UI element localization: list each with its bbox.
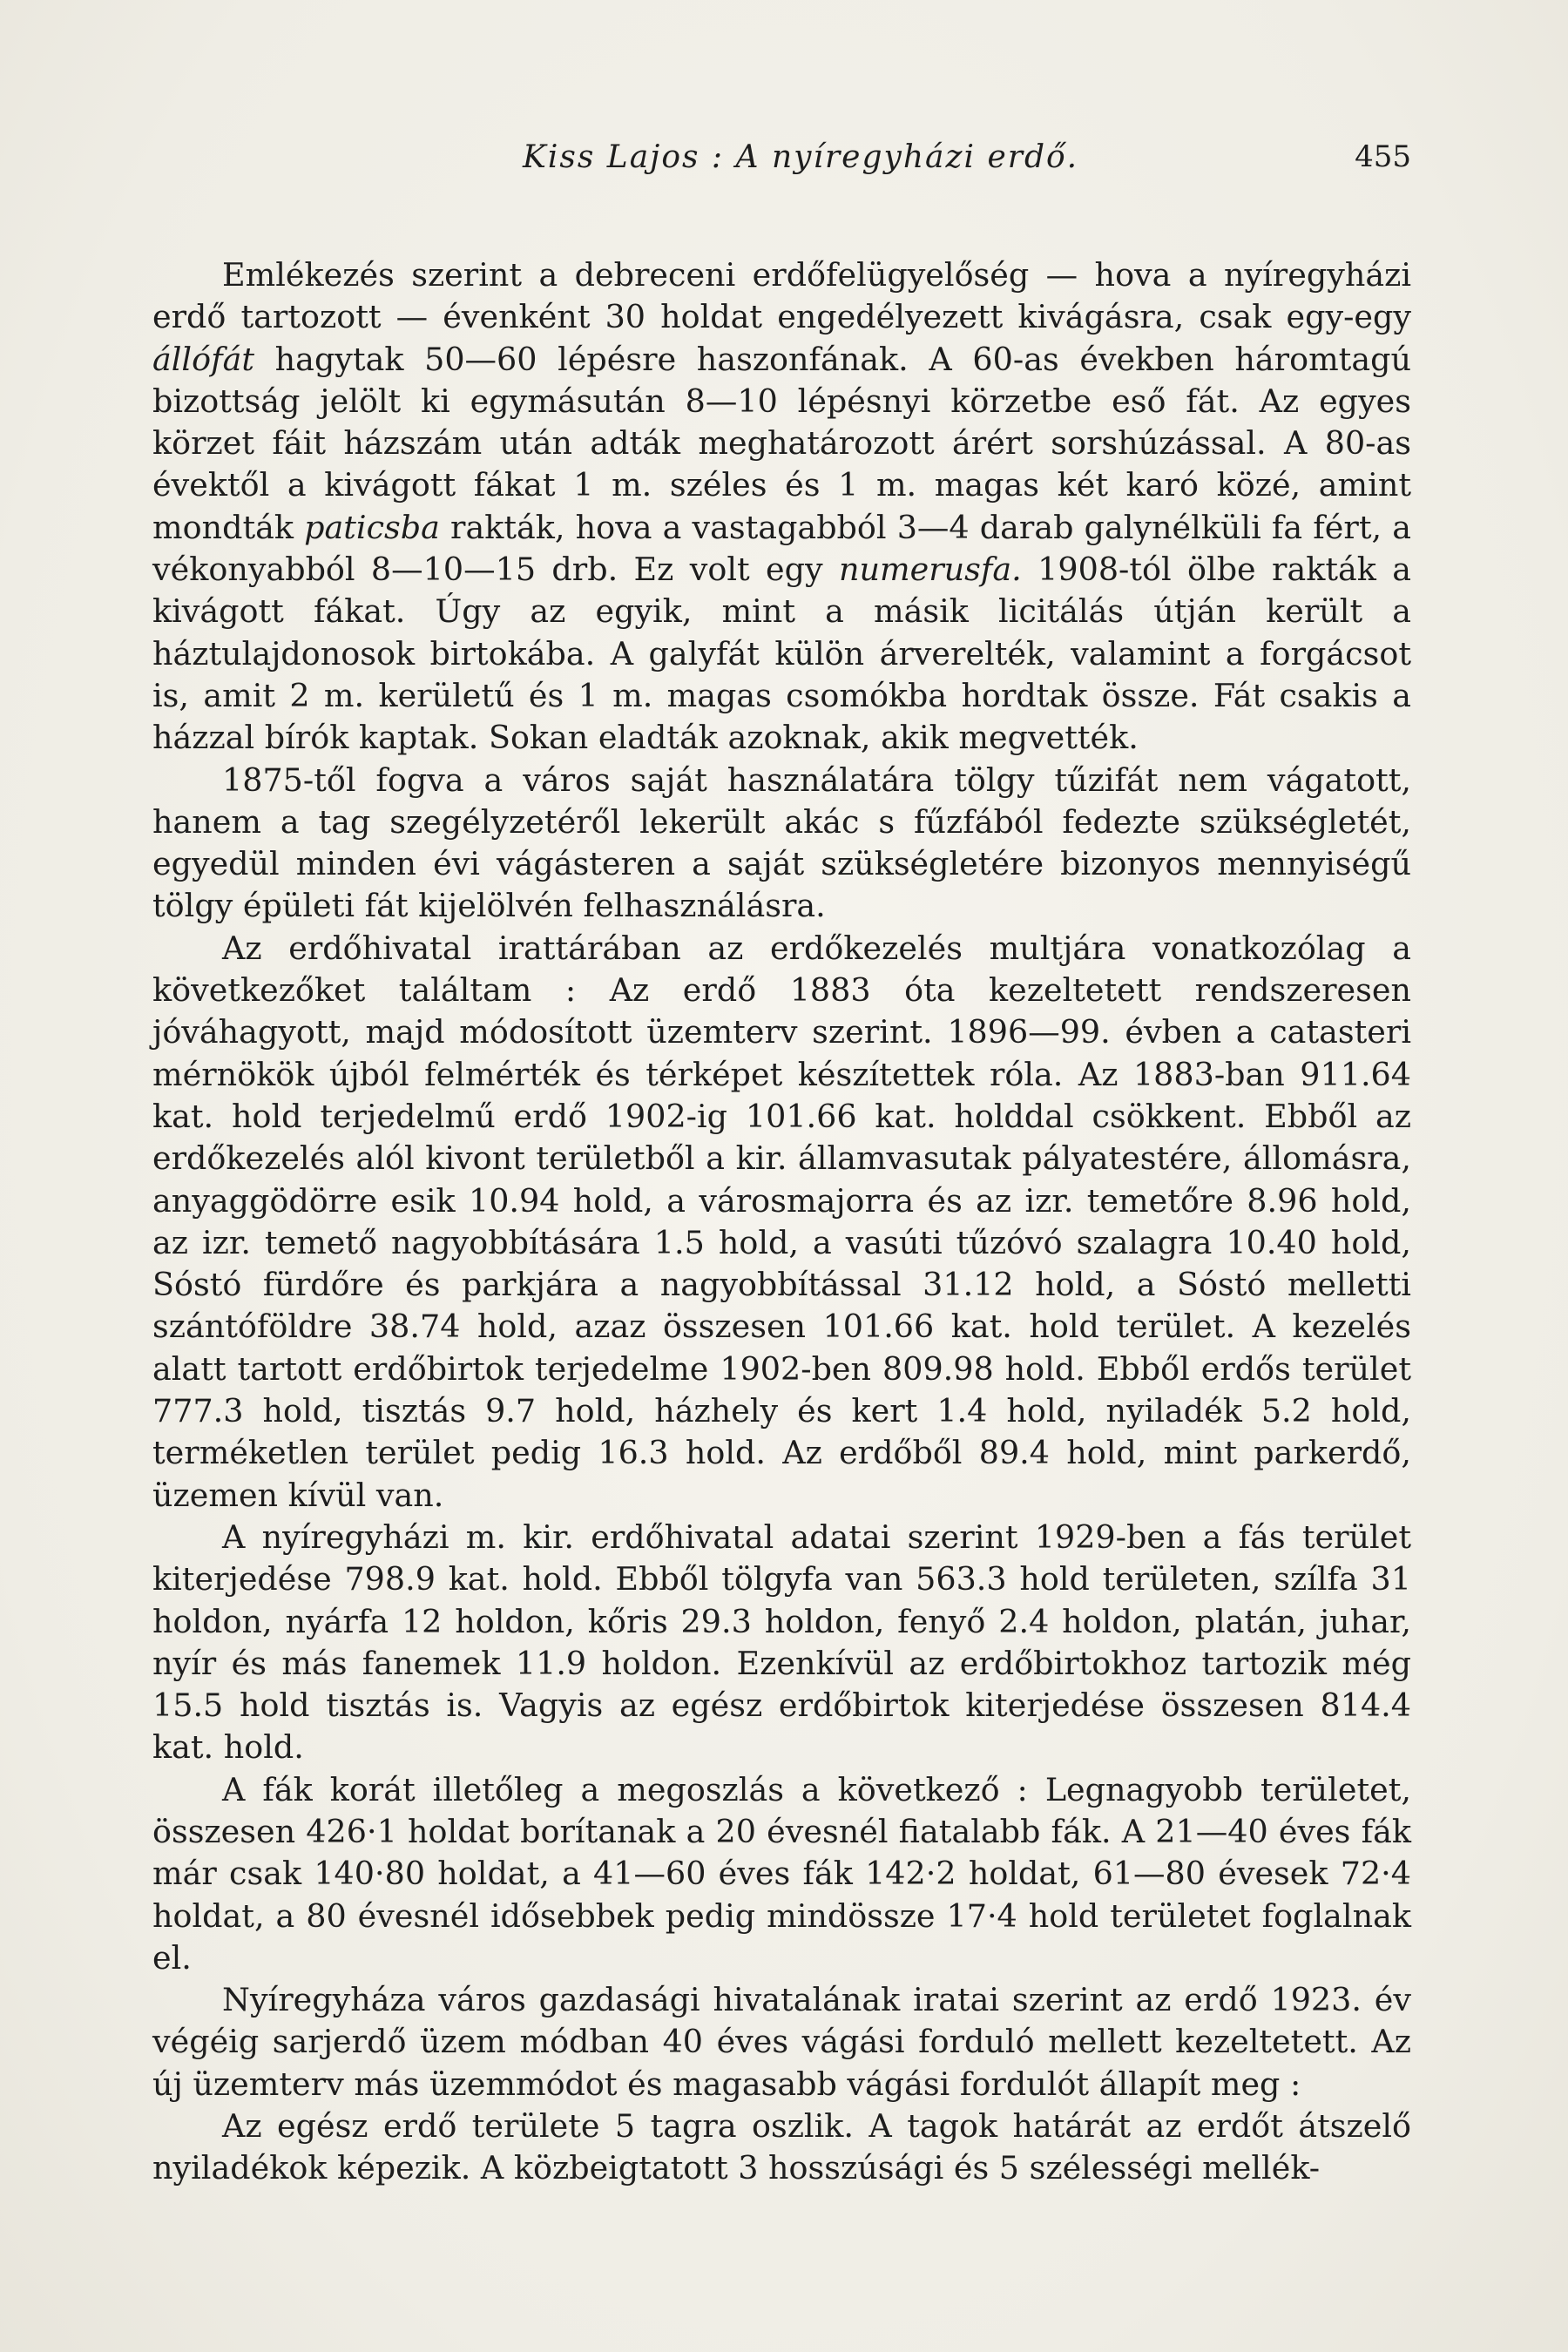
paragraph	[152, 1769, 1411, 1979]
text-run: Emlékezés szerint a debreceni erdőfelügyelőség — hova a nyíregyházi erdő tartozott — évenként 30 holdat engedélyezett kivágásra, csak egy-egy	[152, 256, 1411, 336]
paragraph	[152, 1979, 1411, 2105]
text-run: Az erdőhivatal irattárában az erdőkezelés multjára vonatkozólag a következőket találtam : Az erdő 1883 óta kezeltetett rendszeresen jóváhagyott, majd módosított üzemterv szerint. 1896—99. évben a catasteri mérnökök újból felmérték és térképet készítettek róla. Az 1883-ban 911.64 kat. hold terjedelmű erdő 1902-ig 101.66 kat. holddal csökkent. Ebből az erdőkezelés alól kivont területből a kir. államvasutak pályatestére, állomásra, anyaggödörre esik 10.94 hold, a városmajorra és az izr. temetőre 8.96 hold, az izr. temető nagyobbítására 1.5 hold, a vasúti tűzóvó szalagra 10.40 hold, Sóstó fürdőre és parkjára a nagyobbítással 31.12 hold, a Sóstó melletti szántóföldre 38.74 hold, azaz összesen 101.66 kat. hold terület. A kezelés alatt tartott erdőbirtok terjedelme 1902-ben 809.98 hold. Ebből erdős terület 777.3 hold, tisztás 9.7 hold, házhely és kert 1.4 hold, nyiladék 5.2 hold, terméketlen terület pedig 16.3 hold. Az erdőből 89.4 hold, mint parkerdő, üzemen kívül van.	[152, 929, 1411, 1514]
page-number: 455	[1355, 139, 1411, 174]
page-header	[152, 139, 1411, 183]
paragraph	[152, 1517, 1411, 1769]
italic-term: paticsba	[304, 508, 440, 546]
text-run: Az egész erdő területe 5 tagra oszlik. A tagok határát az erdőt átszelő nyiladékok képezik. A közbeigtatott 3 hosszúsági és 5 szélességi mellék-	[152, 2107, 1411, 2187]
text-run: hagytak 50—60 lépésre haszonfának. A 60-as években háromtagú bizottság jelölt ki egymásután 8—10 lépésnyi körzetbe eső fát. Az egyes körzet fáit házszám után adták meghatározott árért sorshúzással. A 80-as évektől a kivágott fákat 1 m. széles és 1 m. magas két karó közé, amint mondták	[152, 340, 1411, 546]
italic-term: állófát	[152, 340, 255, 378]
text-run: A fák korát illetőleg a megoszlás a következő : Legnagyobb területet, összesen 426·1 holdat borítanak a 20 évesnél fiatalabb fák. A 21—40 éves fák már csak 140·80 holdat, a 41—60 éves fák 142·2 holdat, 61—80 évesek 72·4 holdat, a 80 évesnél idősebbek pedig mindössze 17·4 hold területet foglalnak el.	[152, 1770, 1411, 1977]
paragraph	[152, 760, 1411, 928]
paragraph	[152, 928, 1411, 1517]
paragraph	[152, 2105, 1411, 2190]
paragraph	[152, 254, 1411, 760]
text-run: A nyíregyházi m. kir. erdőhivatal adatai szerint 1929-ben a fás terület kiterjedése 798.9 kat. hold. Ebből tölgyfa van 563.3 hold területen, szílfa 31 holdon, nyárfa 12 holdon, kőris 29.3 holdon, fenyő 2.4 holdon, platán, juhar, nyír és más fanemek 11.9 holdon. Ezenkívül az erdőbirtokhoz tartozik még 15.5 hold tisztás is. Vagyis az egész erdőbirtok kiterjedése összesen 814.4 kat. hold.	[152, 1517, 1411, 1767]
text-run: 1908-tól ölbe rakták a kivágott fákat. Úgy az egyik, mint a másik licitálás útján került a háztulajdonosok birtokába. A galyfát külön árverelték, valamint a forgácsot is, amit 2 m. kerületű és 1 m. magas csomókba hordtak össze. Fát csakis a házzal bírók kaptak. Sokan eladták azoknak, akik megvették.	[152, 551, 1411, 757]
italic-term: numerusfa.	[839, 551, 1022, 589]
body-text	[152, 254, 1411, 2190]
text-run: Nyíregyháza város gazdasági hivatalának iratai szerint az erdő 1923. év végéig sarjerdő üzem módban 40 éves vágási forduló mellett kezeltetett. Az új üzemterv más üzemmódot és magasabb vágási fordulót állapít meg :	[152, 1981, 1411, 2103]
running-head: Kiss Lajos : A nyíregyházi erdő.	[523, 139, 1079, 175]
text-run: rakták, hova a vastagabból 3—4 darab galynélküli fa fért, a vékonyabból 8—10—15 drb. Ez volt egy	[152, 508, 1411, 589]
text-run: 1875-től fogva a város saját használatára tölgy tűzifát nem vágatott, hanem a tag szegélyzetéről lekerült akác s fűzfából fedezte szükségletét, egyedül minden évi vágásteren a saját szükségletére bizonyos mennyiségű tölgy épületi fát kijelölvén felhasználásra.	[152, 760, 1411, 925]
